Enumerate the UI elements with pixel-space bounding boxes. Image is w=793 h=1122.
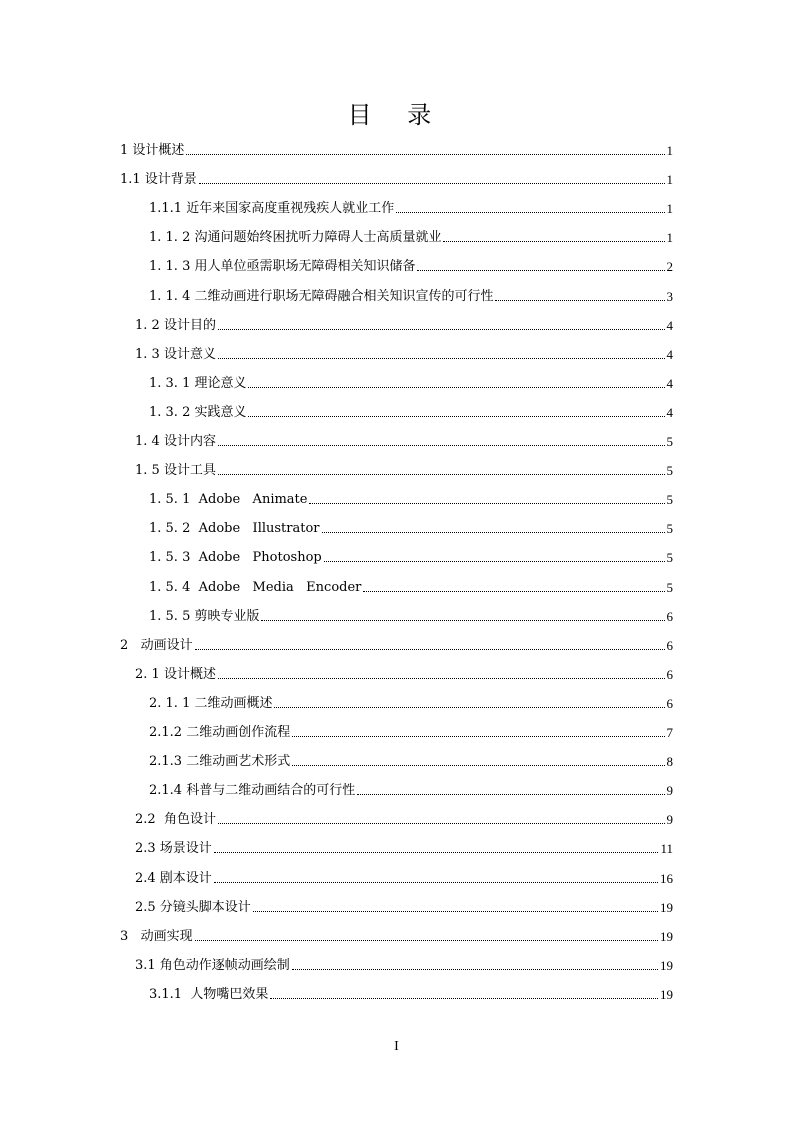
toc-entry-label: 1. 1. 4 二维动画进行职场无障碍融合相关知识宣传的可行性 [149, 288, 494, 304]
toc-dot-leader [218, 678, 665, 679]
toc-dot-leader [214, 882, 658, 883]
toc-entry-label: 2.1.3 二维动画艺术形式 [149, 754, 291, 770]
toc-entry-label: 2. 1. 1 二维动画概述 [149, 695, 273, 711]
toc-entry-page-number: 5 [666, 463, 673, 479]
toc-entry[interactable] [135, 431, 673, 451]
toc-entry-page-number: 3 [666, 288, 673, 304]
toc-entry-page-number: 6 [666, 666, 673, 682]
toc-entry[interactable] [135, 664, 673, 684]
toc-entry[interactable] [149, 518, 673, 538]
toc-entry-page-number: 8 [666, 754, 673, 770]
toc-entry-page-number: 19 [660, 928, 673, 944]
toc-entry-label: 1. 3. 1 理论意义 [149, 375, 247, 391]
toc-entry[interactable] [135, 809, 673, 829]
toc-entry-page-number: 1 [666, 201, 673, 217]
toc-entry-page-number: 19 [660, 986, 673, 1002]
toc-entry-label: 1. 5 设计工具 [135, 463, 216, 479]
toc-dot-leader [218, 329, 665, 330]
toc-entry-label: 1. 4 设计内容 [135, 434, 216, 449]
toc-entry[interactable] [149, 198, 673, 218]
toc-entry-page-number: 6 [666, 637, 673, 653]
toc-entry[interactable] [135, 460, 673, 480]
toc-entry[interactable] [149, 256, 673, 276]
toc-entry-label: 1. 5. 2 Adobe Illustrator [149, 521, 320, 537]
toc-dot-leader [292, 969, 658, 970]
toc-dot-leader [261, 620, 664, 621]
toc-entry-page-number: 4 [666, 375, 673, 391]
toc-entry-label: 1.1 设计背景 [120, 172, 197, 188]
toc-entry[interactable] [149, 286, 673, 306]
toc-entry-label: 2.3 场景设计 [135, 841, 212, 857]
toc-entry-page-number: 9 [666, 783, 673, 799]
page-title: 目 录 [347, 101, 446, 129]
toc-entry[interactable] [135, 838, 673, 858]
toc-entry-label: 3.1 角色动作逐帧动画绘制 [135, 957, 290, 973]
toc-dot-leader [443, 241, 664, 242]
toc-entry-page-number: 11 [660, 841, 673, 857]
toc-entry[interactable] [149, 373, 673, 393]
toc-entry-page-number: 5 [666, 492, 673, 508]
toc-dot-leader [248, 387, 664, 388]
page-number-footer: I [394, 1039, 399, 1054]
toc-dot-leader [186, 154, 664, 155]
toc-dot-leader [357, 794, 664, 795]
toc-dot-leader [218, 474, 665, 475]
toc-entry[interactable] [149, 606, 673, 626]
toc-entry-label: 1. 5. 3 Adobe Photoshop [149, 550, 322, 566]
toc-entry-page-number: 2 [666, 259, 673, 275]
toc-entry-page-number: 5 [666, 579, 673, 595]
toc-dot-leader [248, 416, 664, 417]
toc-entry-page-number: 5 [666, 550, 673, 566]
toc-dot-leader [214, 852, 659, 853]
toc-entry[interactable] [135, 868, 673, 888]
toc-dot-leader [322, 532, 665, 533]
toc-entry[interactable] [135, 344, 673, 364]
toc-entry-page-number: 19 [660, 957, 673, 973]
toc-entry[interactable] [135, 955, 673, 975]
toc-entry-label: 3.1.1 人物嘴巴效果 [149, 986, 269, 1002]
toc-dot-leader [195, 940, 658, 941]
toc-entry[interactable] [120, 169, 673, 189]
toc-dot-leader [195, 649, 665, 650]
toc-dot-leader [218, 445, 665, 446]
toc-entry-label: 2.4 剧本设计 [135, 870, 212, 886]
toc-entry[interactable] [149, 780, 673, 800]
toc-dot-leader [292, 765, 664, 766]
toc-entry-page-number: 6 [666, 695, 673, 711]
toc-entry[interactable] [120, 635, 673, 655]
toc-entry-page-number: 4 [666, 404, 673, 420]
toc-dot-leader [274, 707, 664, 708]
toc-dot-leader [292, 736, 664, 737]
toc-dot-leader [495, 300, 664, 301]
toc-entry-label: 1. 5. 1 Adobe Animate [149, 492, 308, 508]
toc-entry-label: 1. 5. 5 剪映专业版 [149, 608, 260, 624]
toc-entry-page-number: 1 [666, 172, 673, 188]
toc-entry-page-number: 1 [666, 230, 673, 246]
toc-entry-page-number: 19 [660, 899, 673, 915]
toc-entry[interactable] [149, 577, 673, 597]
toc-dot-leader [253, 911, 658, 912]
toc-entry-label: 1. 1. 3 用人单位亟需职场无障碍相关知识储备 [149, 259, 416, 275]
toc-entry[interactable] [135, 315, 673, 335]
toc-dot-leader [199, 183, 665, 184]
toc-dot-leader [396, 212, 664, 213]
toc-entry-label: 1. 3. 2 实践意义 [149, 404, 247, 420]
toc-entry-label: 2.5 分镜头脚本设计 [135, 899, 251, 915]
toc-entry-page-number: 5 [666, 521, 673, 537]
toc-entry-page-number: 7 [666, 725, 673, 740]
toc-entry[interactable] [120, 140, 673, 160]
toc-entry[interactable] [149, 547, 673, 567]
toc-entry[interactable] [120, 926, 673, 946]
toc-entry-page-number: 6 [666, 608, 673, 624]
toc-entry-label: 1.1.1 近年来国家高度重视残疾人就业工作 [149, 201, 395, 217]
toc-entry[interactable] [149, 751, 673, 771]
toc-entry[interactable] [149, 722, 673, 742]
toc-entry[interactable] [149, 984, 673, 1004]
toc-entry-label: 2 动画设计 [120, 637, 193, 653]
toc-entry-label: 1. 5. 4 Adobe Media Encoder [149, 579, 362, 595]
toc-entry-page-number: 16 [660, 870, 673, 886]
toc-entry-label: 2.2 角色设计 [135, 812, 216, 828]
toc-entry[interactable] [149, 402, 673, 422]
toc-entry-page-number: 4 [666, 317, 673, 333]
toc-entry-label: 1. 2 设计目的 [135, 317, 216, 333]
toc-entry[interactable] [149, 693, 673, 713]
toc-entry[interactable] [149, 489, 673, 509]
toc-entry-label: 3 动画实现 [120, 928, 193, 944]
toc-dot-leader [309, 503, 664, 504]
toc-entry-page-number: 9 [666, 812, 673, 828]
toc-entry-label: 2. 1 设计概述 [135, 666, 216, 682]
toc-entry-label: 1 设计概述 [120, 143, 185, 158]
toc-dot-leader [417, 270, 664, 271]
toc-entry[interactable] [149, 227, 673, 247]
toc-entry-label: 1. 1. 2 沟通问题始终困扰听力障碍人士高质量就业 [149, 230, 442, 246]
toc-entry-label: 2.1.2 二维动画创作流程 [149, 725, 291, 740]
toc-entry-page-number: 5 [666, 434, 673, 449]
toc-dot-leader [324, 561, 665, 562]
toc-entry-page-number: 1 [666, 143, 673, 158]
toc-dot-leader [218, 358, 665, 359]
toc-dot-leader [363, 591, 664, 592]
toc-entry-page-number: 4 [666, 346, 673, 362]
toc-entry-label: 2.1.4 科普与二维动画结合的可行性 [149, 783, 356, 799]
toc-dot-leader [270, 998, 658, 999]
toc-dot-leader [218, 823, 665, 824]
toc-entry[interactable] [135, 897, 673, 917]
toc-entry-label: 1. 3 设计意义 [135, 346, 216, 362]
